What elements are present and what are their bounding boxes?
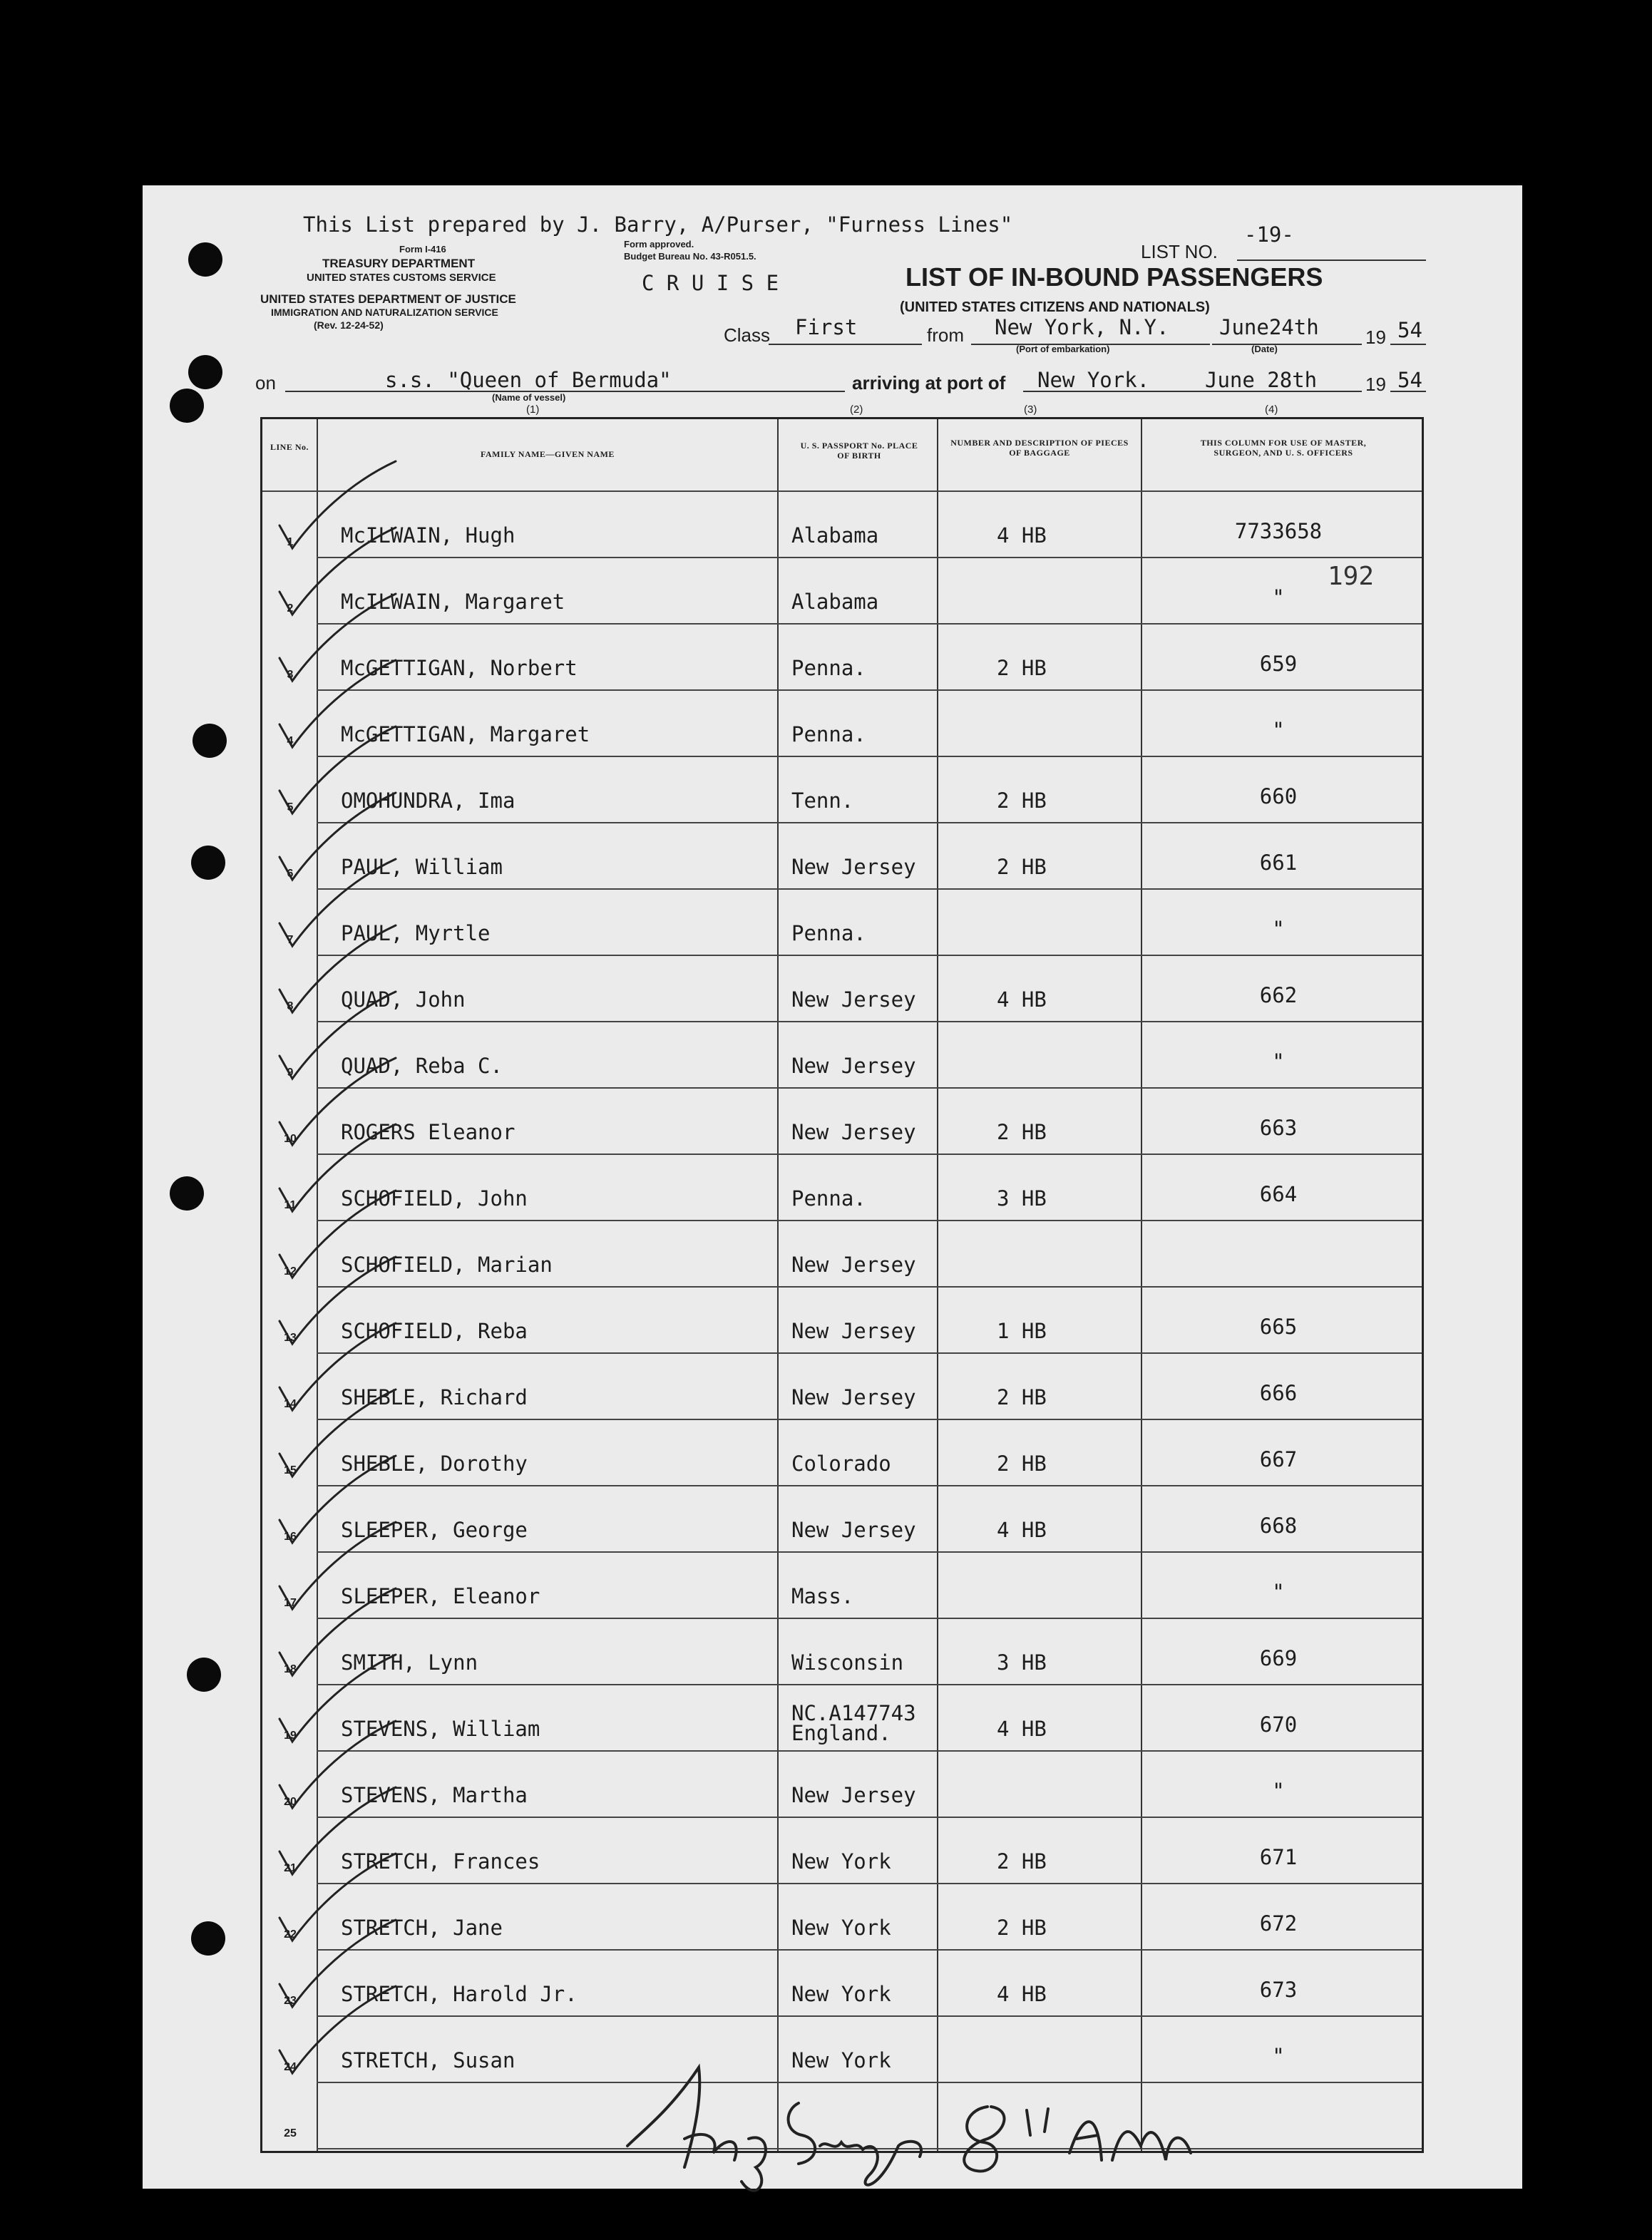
officer-entry: 659: [1259, 652, 1298, 676]
line-number: 16: [284, 1531, 297, 1543]
embarkation-date: June24th: [1219, 315, 1319, 339]
baggage-count: 4 HB: [997, 1518, 1047, 1542]
passenger-name: McILWAIN, Hugh: [341, 523, 515, 548]
baggage-count: 2 HB: [997, 788, 1047, 813]
table-row: [262, 1155, 1422, 1221]
baggage-count: 2 HB: [997, 1916, 1047, 1940]
passenger-name: SMITH, Lynn: [341, 1650, 478, 1675]
birthplace: Wisconsin: [791, 1650, 904, 1675]
table-row: [262, 956, 1422, 1022]
table-row: [262, 2017, 1422, 2083]
table-row: [262, 1884, 1422, 1951]
list-subtitle: (UNITED STATES CITIZENS AND NATIONALS): [900, 299, 1210, 315]
line-number: 24: [284, 2061, 297, 2073]
table-row: [262, 1818, 1422, 1884]
embarkation-port-caption: (Port of embarkation): [1016, 344, 1110, 354]
birthplace: Alabama: [791, 590, 879, 614]
table-row: [262, 1951, 1422, 2017]
table-row: [262, 492, 1422, 558]
line-number: 22: [284, 1928, 297, 1941]
table-row: [262, 691, 1422, 757]
line-number: 13: [284, 1332, 297, 1344]
table-row: [262, 1354, 1422, 1420]
birthplace: New Jersey: [791, 1385, 916, 1409]
form-dept-customs: UNITED STATES CUSTOMS SERVICE: [307, 272, 496, 284]
baggage-count: 2 HB: [997, 855, 1047, 879]
officer-entry: ": [1272, 2044, 1285, 2068]
baggage-count: 2 HB: [997, 1120, 1047, 1144]
birthplace-line-2: England.: [791, 1721, 891, 1745]
birthplace: Penna.: [791, 656, 866, 680]
baggage-count: 1 HB: [997, 1319, 1047, 1343]
passenger-table: [260, 417, 1424, 2153]
table-row: [262, 1486, 1422, 1553]
birthplace: Penna.: [791, 1186, 866, 1211]
passenger-name: PAUL, William: [341, 855, 503, 879]
table-row: [262, 1288, 1422, 1354]
passenger-name: SHEBLE, Richard: [341, 1385, 528, 1409]
line-number: 6: [287, 868, 294, 880]
cruise-label: C R U I S E: [642, 271, 779, 295]
line-number: 10: [284, 1133, 297, 1145]
officer-entry: 663: [1259, 1116, 1298, 1140]
header-baggage: NUMBER AND DESCRIPTION OF PIECES OF BAGGAGE: [950, 438, 1129, 458]
officer-entry: 668: [1259, 1514, 1298, 1538]
baggage-count: 2 HB: [997, 1385, 1047, 1409]
officer-entry: 673: [1259, 1978, 1298, 2002]
arrival-year-prefix: 19: [1365, 374, 1386, 395]
officer-entry: 662: [1259, 983, 1298, 1007]
form-revision: (Rev. 12-24-52): [314, 319, 384, 331]
arrival-port: New York.: [1037, 368, 1150, 392]
date-caption: (Date): [1251, 344, 1278, 354]
birthplace: New Jersey: [791, 855, 916, 879]
officer-entry: 671: [1259, 1845, 1298, 1869]
table-row: [262, 890, 1422, 956]
line-number: 5: [287, 801, 294, 813]
birthplace: New York: [791, 1982, 891, 2006]
officer-entry: 660: [1259, 784, 1298, 808]
binder-hole: [191, 846, 225, 880]
birthplace: Alabama: [791, 523, 879, 548]
birthplace: New Jersey: [791, 1783, 916, 1807]
officer-entry: 666: [1259, 1381, 1298, 1405]
column-number-3: (3): [1024, 404, 1037, 416]
birthplace: New Jersey: [791, 1120, 916, 1144]
birthplace: New Jersey: [791, 1054, 916, 1078]
baggage-count: 4 HB: [997, 1717, 1047, 1741]
officer-entry: ": [1272, 1779, 1285, 1803]
form-dept-immigration: IMMIGRATION AND NATURALIZATION SERVICE: [271, 307, 498, 318]
table-row: [262, 1022, 1422, 1089]
table-row: [262, 1685, 1422, 1752]
line-number: 4: [287, 735, 294, 747]
officer-entry: ": [1272, 917, 1285, 941]
line-number: 21: [284, 1862, 297, 1874]
column-number-4: (4): [1265, 404, 1278, 416]
line-number: 17: [284, 1597, 297, 1609]
year-prefix: 19: [1365, 327, 1386, 348]
birthplace: New York: [791, 1916, 891, 1940]
passenger-name: McGETTIGAN, Norbert: [341, 656, 578, 680]
form-number: Form I-416: [399, 244, 446, 255]
passenger-name: McILWAIN, Margaret: [341, 590, 565, 614]
header-line-no: LINE No.: [270, 442, 309, 452]
prepared-by-line: This List prepared by J. Barry, A/Purser, "Furness Lines": [303, 212, 1013, 237]
officer-entry: 664: [1259, 1182, 1298, 1206]
birthplace: Mass.: [791, 1584, 854, 1608]
header-family-name: FAMILY NAME—GIVEN NAME: [481, 449, 615, 459]
passenger-name: SHEBLE, Dorothy: [341, 1452, 528, 1476]
binder-hole: [191, 1921, 225, 1956]
passenger-name: QUAD, Reba C.: [341, 1054, 503, 1078]
passenger-name: STEVENS, Martha: [341, 1783, 528, 1807]
table-row: [262, 2083, 1422, 2149]
baggage-count: 2 HB: [997, 1452, 1047, 1476]
line-number: 12: [284, 1265, 297, 1278]
passenger-name: SCHOFIELD, Reba: [341, 1319, 528, 1343]
line-number: 11: [284, 1199, 297, 1211]
birthplace: New Jersey: [791, 1253, 916, 1277]
form-approved: Form approved.: [624, 239, 694, 250]
birthplace: Penna.: [791, 722, 866, 746]
line-number: 2: [287, 602, 294, 615]
arriving-label: arriving at port of: [852, 372, 1006, 394]
line-number: 7: [287, 934, 294, 946]
line-number: 15: [284, 1464, 297, 1476]
line-number: 8: [287, 1000, 294, 1012]
line-number: 18: [284, 1663, 297, 1675]
column-number-1: (1): [526, 404, 540, 416]
binder-hole: [193, 724, 227, 758]
from-label: from: [927, 324, 964, 346]
table-row: [262, 757, 1422, 823]
birthplace: NC.A147743: [791, 1701, 916, 1725]
binder-hole: [170, 389, 204, 423]
class-value: First: [795, 315, 858, 339]
baggage-count: 4 HB: [997, 987, 1047, 1012]
birthplace: New York: [791, 2048, 891, 2072]
binder-hole: [187, 1658, 221, 1692]
header-passport-birthplace: U. S. PASSPORT No. PLACE OF BIRTH: [800, 441, 918, 461]
line-number: 23: [284, 1995, 297, 2007]
line-number: 25: [284, 2127, 297, 2139]
table-row: [262, 823, 1422, 890]
budget-bureau-number: Budget Bureau No. 43-R051.5.: [624, 251, 756, 262]
binder-hole: [188, 242, 222, 277]
line-number: 1: [287, 536, 294, 548]
passenger-name: STRETCH, Frances: [341, 1849, 540, 1874]
passenger-name: SCHOFIELD, Marian: [341, 1253, 553, 1277]
officer-entry: 665: [1259, 1315, 1298, 1339]
baggage-count: 3 HB: [997, 1650, 1047, 1675]
officer-entry: 7733658: [1234, 519, 1323, 543]
birthplace: New York: [791, 1849, 891, 1874]
baggage-count: 4 HB: [997, 1982, 1047, 2006]
passenger-name: PAUL, Myrtle: [341, 921, 491, 945]
table-row: [262, 1420, 1422, 1486]
passenger-name: SLEEPER, Eleanor: [341, 1584, 540, 1608]
column-number-2: (2): [850, 404, 863, 416]
form-dept-treasury: TREASURY DEPARTMENT: [322, 257, 476, 270]
table-row: [262, 1553, 1422, 1619]
baggage-count: 3 HB: [997, 1186, 1047, 1211]
officer-entry: ": [1272, 1580, 1285, 1604]
class-label: Class: [724, 324, 771, 346]
table-row: [262, 1221, 1422, 1288]
line-number: 20: [284, 1796, 297, 1808]
passenger-name: STRETCH, Jane: [341, 1916, 503, 1940]
passenger-name: McGETTIGAN, Margaret: [341, 722, 590, 746]
arrival-year: 54: [1397, 368, 1422, 392]
line-number: 19: [284, 1730, 297, 1742]
form-dept-justice: UNITED STATES DEPARTMENT OF JUSTICE: [260, 292, 516, 306]
officer-entry: 661: [1259, 851, 1298, 875]
stamp-number: 192: [1328, 562, 1375, 591]
line-number: 9: [287, 1067, 294, 1079]
officer-entry: ": [1272, 585, 1285, 610]
passenger-name: STRETCH, Susan: [341, 2048, 515, 2072]
birthplace: New Jersey: [791, 1319, 916, 1343]
passenger-name: STEVENS, William: [341, 1717, 540, 1741]
passenger-name: SCHOFIELD, John: [341, 1186, 528, 1211]
birthplace: Tenn.: [791, 788, 854, 813]
table-row: [262, 558, 1422, 625]
binder-hole: [170, 1176, 204, 1211]
line-number: 3: [287, 669, 294, 681]
list-number: -19-: [1244, 222, 1294, 247]
officer-entry: ": [1272, 718, 1285, 742]
passenger-name: ROGERS Eleanor: [341, 1120, 515, 1144]
arrival-date: June 28th: [1205, 368, 1318, 392]
birthplace: Penna.: [791, 921, 866, 945]
vessel-caption: (Name of vessel): [492, 392, 566, 403]
passenger-name: OMOHUNDRA, Ima: [341, 788, 515, 813]
officer-entry: 672: [1259, 1911, 1298, 1936]
baggage-count: 2 HB: [997, 1849, 1047, 1874]
officer-entry: 669: [1259, 1646, 1298, 1670]
birthplace: Colorado: [791, 1452, 891, 1476]
officer-entry: ": [1272, 1049, 1285, 1074]
header-officers-column: THIS COLUMN FOR USE OF MASTER, SURGEON, AND U. S. OFFICERS: [1200, 438, 1367, 458]
baggage-count: 4 HB: [997, 523, 1047, 548]
officer-entry: 667: [1259, 1447, 1298, 1471]
year-value: 54: [1397, 318, 1422, 342]
passenger-name: SLEEPER, George: [341, 1518, 528, 1542]
embarkation-port: New York, N.Y.: [995, 315, 1169, 339]
binder-hole: [188, 355, 222, 389]
on-label: on: [255, 372, 276, 394]
vessel-name: s.s. "Queen of Bermuda": [385, 368, 672, 392]
line-number: 14: [284, 1398, 297, 1410]
officer-entry: 670: [1259, 1712, 1298, 1737]
table-row: [262, 1619, 1422, 1685]
list-title: LIST OF IN-BOUND PASSENGERS: [905, 262, 1323, 292]
table-row: [262, 1752, 1422, 1818]
passenger-name: QUAD, John: [341, 987, 466, 1012]
birthplace: New Jersey: [791, 1518, 916, 1542]
baggage-count: 2 HB: [997, 656, 1047, 680]
birthplace: New Jersey: [791, 987, 916, 1012]
list-no-label: LIST NO.: [1141, 241, 1218, 262]
passenger-name: STRETCH, Harold Jr.: [341, 1982, 578, 2006]
table-row: [262, 1089, 1422, 1155]
table-row: [262, 625, 1422, 691]
